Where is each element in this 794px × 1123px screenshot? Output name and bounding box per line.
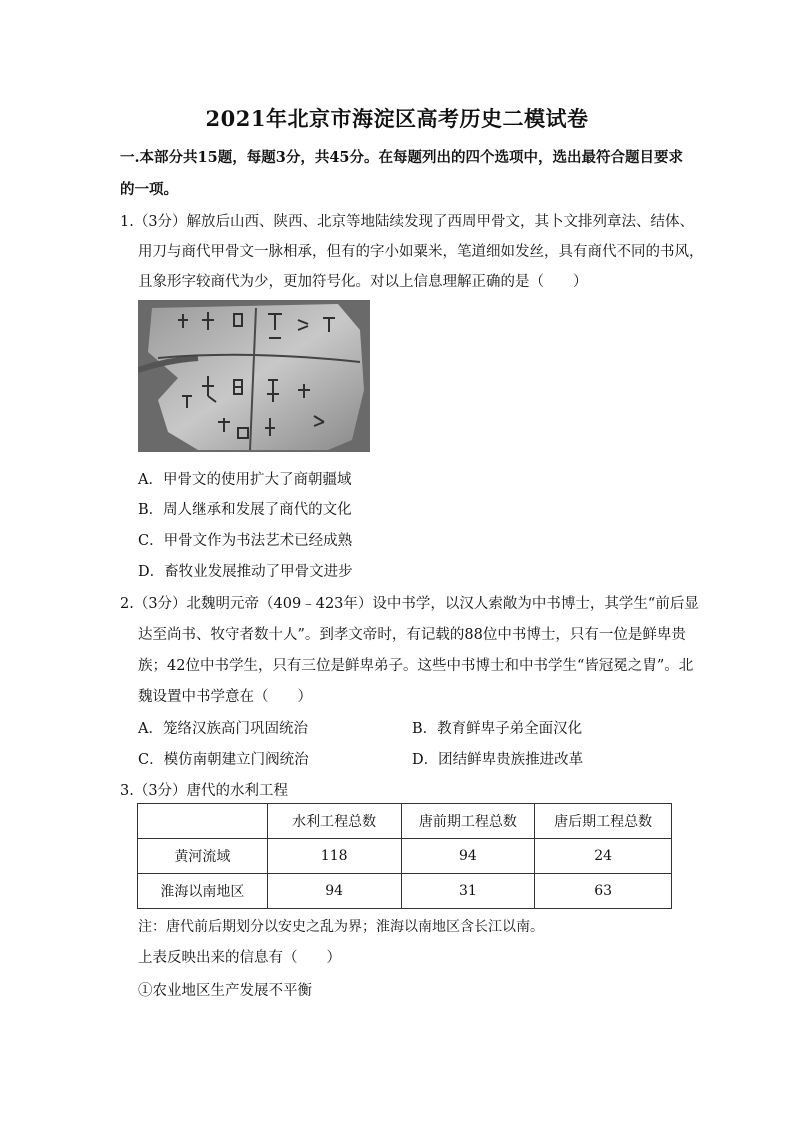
table-cell: 94 [401, 839, 535, 874]
table-row [138, 874, 672, 909]
q1-stem-line1: 1.（3分）解放后山西、陕西、北京等地陆续发现了西周甲骨文，其卜文排列章法、结体、 [120, 214, 695, 230]
table-header-cell [138, 804, 268, 839]
table-header-row [138, 804, 672, 839]
q3-item-1: ①农业地区生产发展不平衡 [138, 983, 312, 999]
q2-option-a: A．笼络汉族高门巩固统治 [138, 721, 308, 737]
q2-stem-line4: 魏设置中书学意在（ ） [138, 689, 312, 705]
q3-question: 上表反映出来的信息有（ ） [138, 950, 341, 966]
q1-option-c: C．甲骨文作为书法艺术已经成熟 [138, 533, 353, 549]
table-cell: 63 [535, 874, 672, 909]
table-cell: 淮海以南地区 [138, 874, 268, 909]
table-cell: 黄河流域 [138, 839, 268, 874]
table-row [138, 839, 672, 874]
table-cell: 24 [535, 839, 672, 874]
q1-option-a: A．甲骨文的使用扩大了商朝疆域 [138, 472, 352, 488]
water-projects-table [137, 803, 672, 909]
table-cell: 31 [401, 874, 535, 909]
page-title: 2021年北京市海淀区高考历史二模试卷 [205, 106, 589, 131]
q1-option-d: D．畜牧业发展推动了甲骨文进步 [138, 564, 353, 580]
section-instruction-line1: 一.本部分共15题，每题3分，共45分。在每题列出的四个选项中，选出最符合题目要求 [120, 149, 683, 166]
q1-option-b: B．周人继承和发展了商代的文化 [138, 502, 352, 518]
q3-stem: 3.（3分）唐代的水利工程 [120, 783, 289, 799]
q2-stem-line3: 族；42位中书学生，只有三位是鲜卑弟子。这些中书博士和中书学生“皆冠冕之胄”。北 [138, 658, 694, 674]
q2-stem-line1: 2.（3分）北魏明元帝（409﹣423年）设中书学，以汉人索敞为中书博士，其学生“前后显 [120, 596, 699, 612]
q1-stem-line2: 用刀与商代甲骨文一脉相承，但有的字小如粟米，笔道细如发丝，具有商代不同的书风， [138, 244, 704, 260]
section-instruction-line2: 的一项。 [120, 181, 178, 198]
table-cell: 94 [267, 874, 401, 909]
table-header-cell: 唐后期工程总数 [535, 804, 672, 839]
table-header-cell: 唐前期工程总数 [401, 804, 535, 839]
table-header-cell: 水利工程总数 [267, 804, 401, 839]
q2-option-b: B．教育鲜卑子弟全面汉化 [412, 721, 583, 737]
q2-stem-line2: 达至尚书、牧守者数十人”。到孝文帝时，有记载的88位中书博士，只有一位是鲜卑贵 [138, 627, 686, 643]
q2-option-c: C．模仿南朝建立门阀统治 [138, 752, 309, 768]
table-cell: 118 [267, 839, 401, 874]
oracle-bone-photo [138, 300, 370, 452]
q2-option-d: D．团结鲜卑贵族推进改革 [412, 752, 584, 768]
q3-table-note: 注：唐代前后期划分以安史之乱为界；淮海以南地区含长江以南。 [138, 919, 544, 935]
q1-stem-line3: 且象形字较商代为少，更加符号化。对以上信息理解正确的是（ ） [138, 274, 588, 290]
